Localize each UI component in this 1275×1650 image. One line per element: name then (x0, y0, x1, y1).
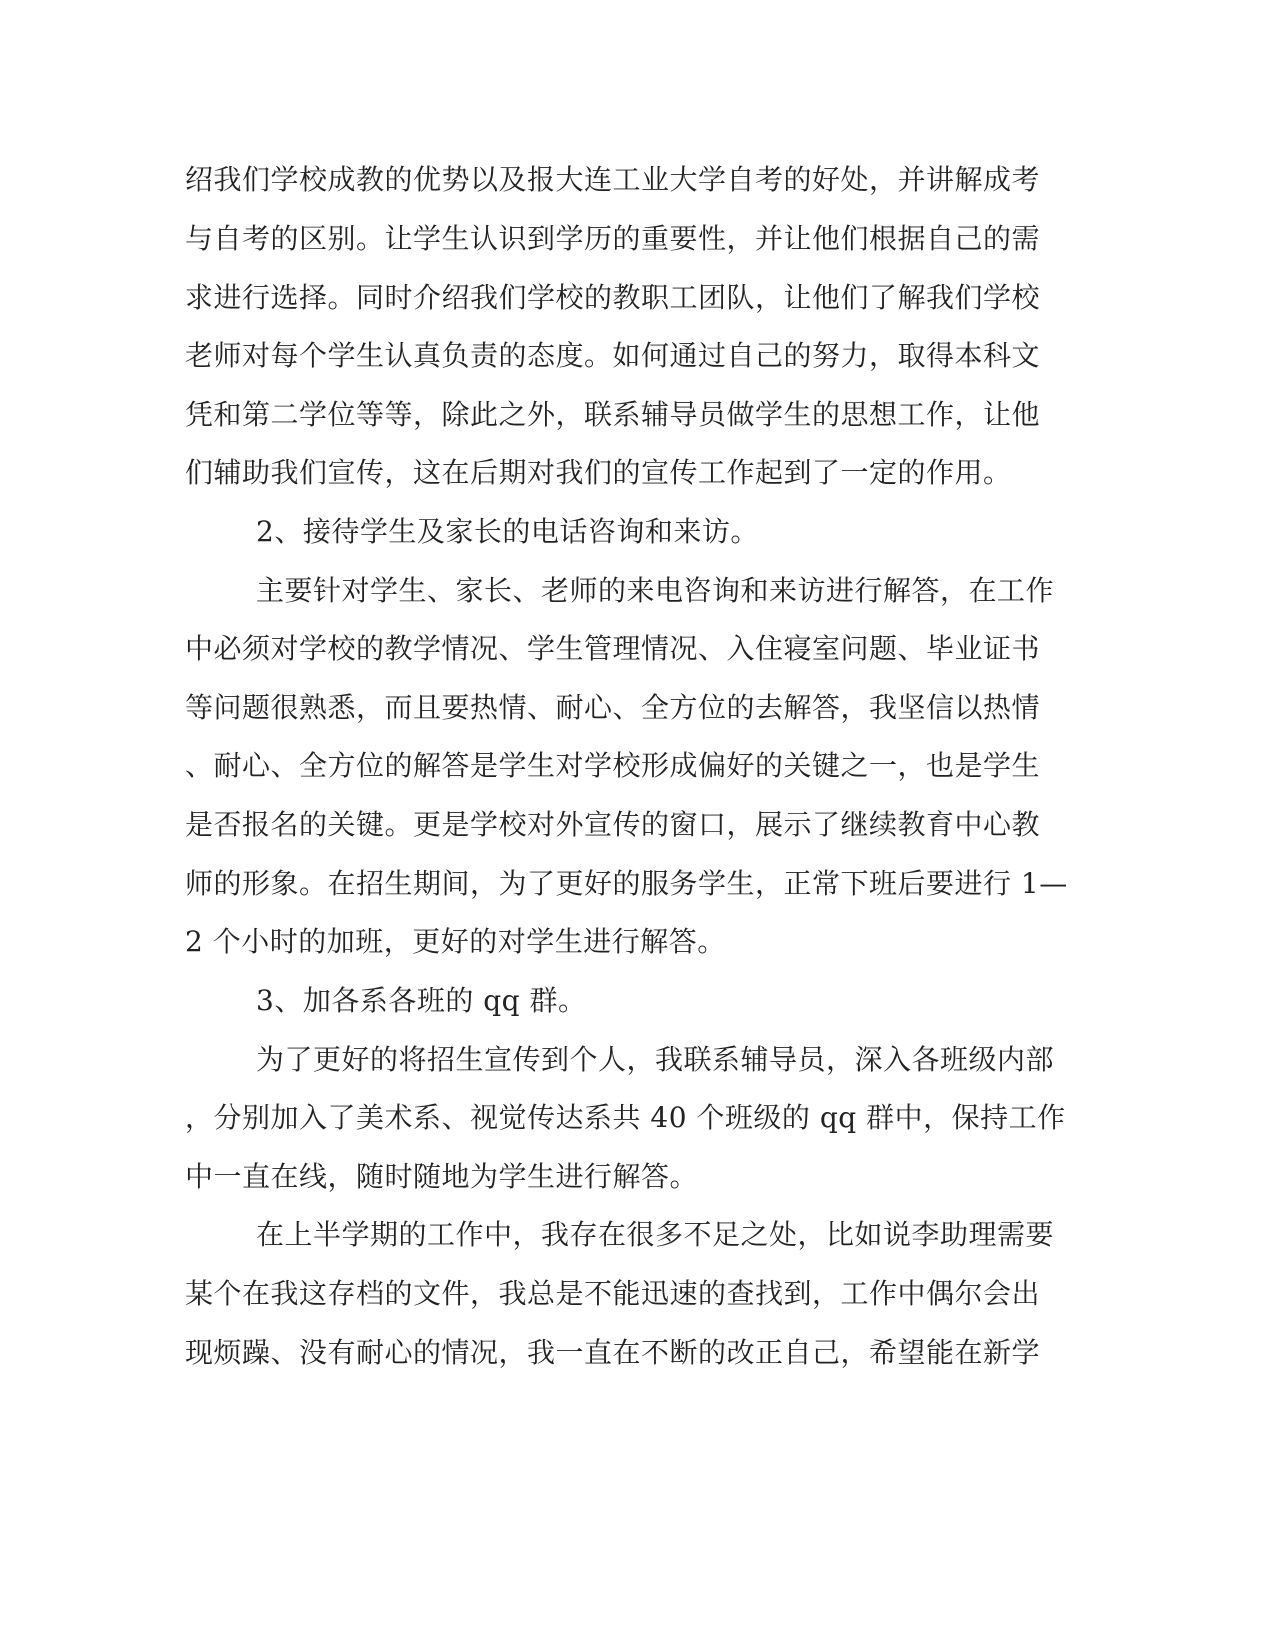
text-line: 们辅助我们宣传，这在后期对我们的宣传工作起到了一定的作用。 (185, 456, 1012, 489)
text-line: 现烦躁、没有耐心的情况，我一直在不断的改正自己，希望能在新学 (185, 1336, 1041, 1369)
text-line: 是否报名的关键。更是学校对外宣传的窗口，展示了继续教育中心教 (185, 808, 1041, 841)
section-heading: 3、加各系各班的 qq 群。 (256, 984, 587, 1017)
text-line: 在上半学期的工作中，我存在很多不足之处，比如说李助理需要 (256, 1218, 1055, 1251)
text-line: 等问题很熟悉，而且要热情、耐心、全方位的去解答，我坚信以热情 (185, 691, 1041, 724)
text-line: 与自考的区别。让学生认识到学历的重要性，并让他们根据自己的需 (185, 222, 1041, 255)
text-line: 凭和第二学位等等，除此之外，联系辅导员做学生的思想工作，让他 (185, 398, 1041, 431)
text-line: 主要针对学生、家长、老师的来电咨询和来访进行解答，在工作 (256, 574, 1055, 607)
text-line: 2 个小时的加班，更好的对学生进行解答。 (185, 925, 726, 958)
text-line: 师的形象。在招生期间，为了更好的服务学生，正常下班后要进行 1— (185, 867, 1068, 900)
text-line: 、耐心、全方位的解答是学生对学校形成偏好的关键之一，也是学生 (185, 749, 1041, 782)
text-line: 老师对每个学生认真负责的态度。如何通过自己的努力，取得本科文 (185, 339, 1041, 372)
text-line: 中一直在线，随时随地为学生进行解答。 (185, 1160, 699, 1193)
text-line: 中必须对学校的教学情况、学生管理情况、入住寝室问题、毕业证书 (185, 632, 1041, 665)
text-line: 绍我们学校成教的优势以及报大连工业大学自考的好处，并讲解成考 (185, 163, 1041, 196)
text-line: 求进行选择。同时介绍我们学校的教职工团队，让他们了解我们学校 (185, 281, 1041, 314)
text-line: 某个在我这存档的文件，我总是不能迅速的查找到，工作中偶尔会出 (185, 1277, 1041, 1310)
text-line: ，分别加入了美术系、视觉传达系共 40 个班级的 qq 群中，保持工作 (185, 1101, 1066, 1134)
text-line: 为了更好的将招生宣传到个人，我联系辅导员，深入各班级内部 (256, 1043, 1055, 1076)
section-heading: 2、接待学生及家长的电话咨询和来访。 (256, 515, 759, 548)
